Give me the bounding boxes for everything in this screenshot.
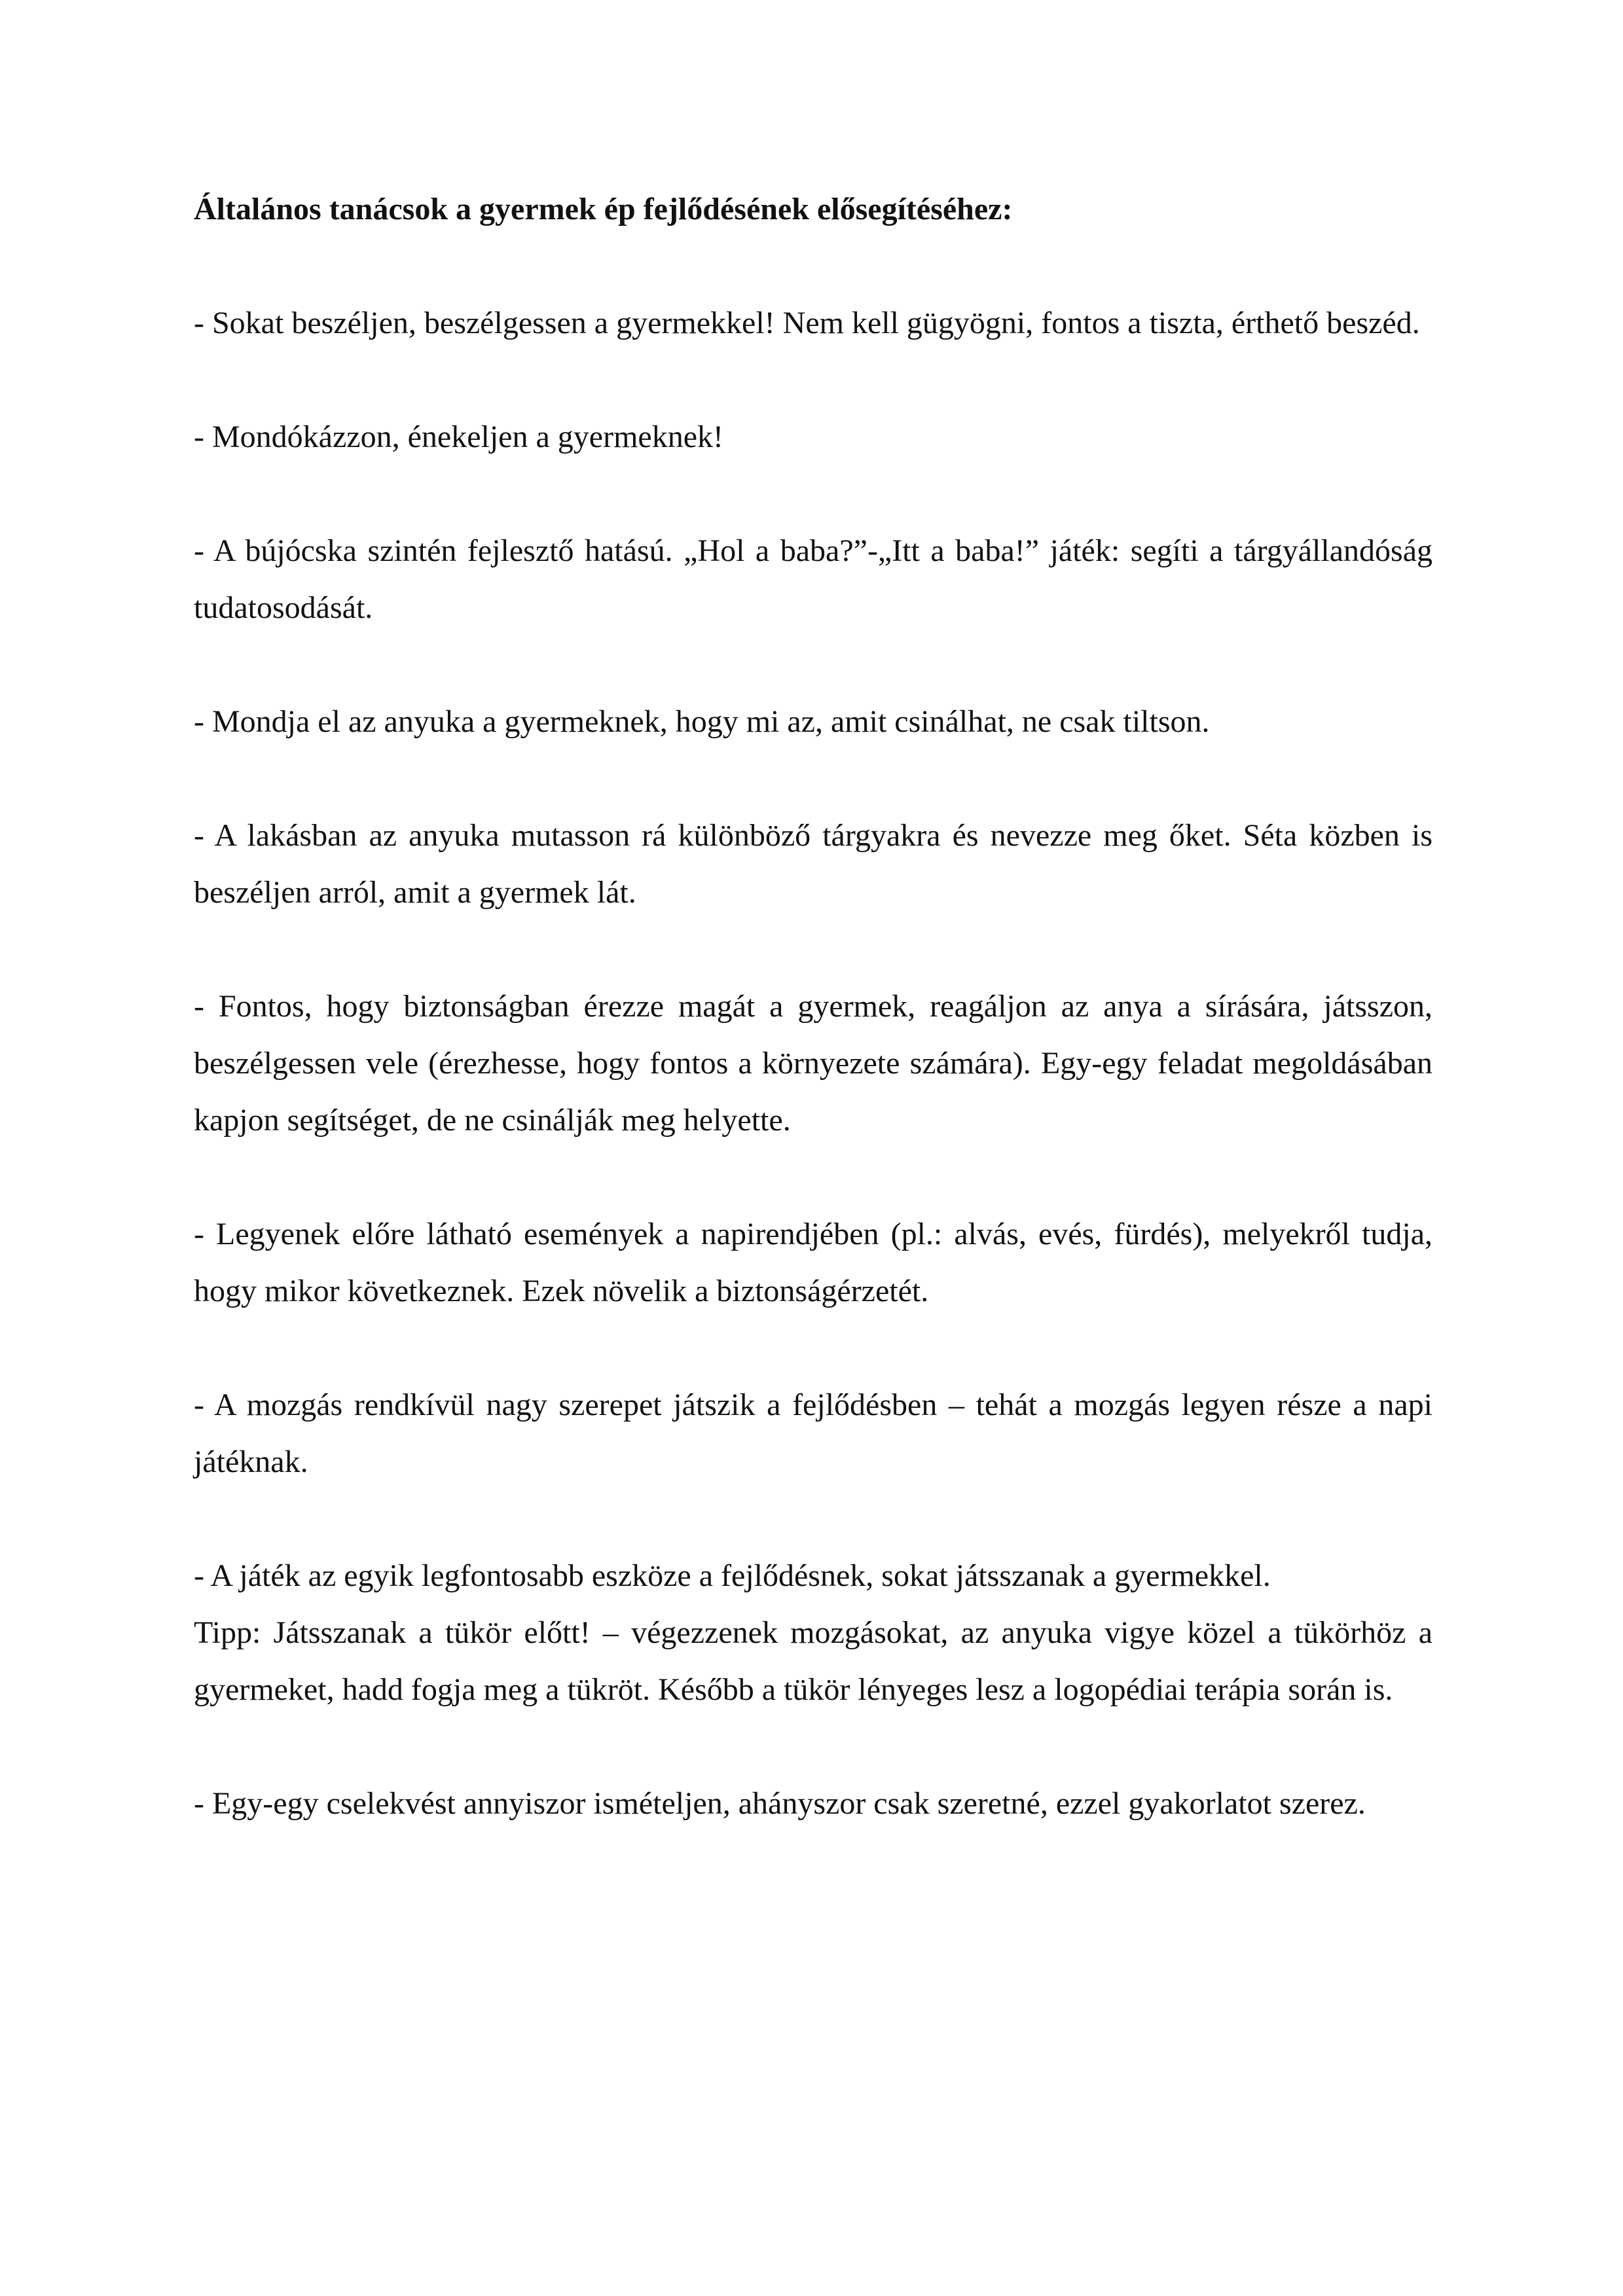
document-heading: Általános tanácsok a gyermek ép fejlődésének elősegítéséhez: xyxy=(194,192,1013,226)
paragraph-routine: - Legyenek előre látható események a napirendjében (pl.: alvás, evés, fürdés), melyekről tudja, hogy mikor következnek. Ezek növelik a biztonságérzetét. xyxy=(194,1217,1432,1308)
paragraph-repetition: - Egy-egy cselekvést annyiszor ismételjen, ahányszor csak szeretné, ezzel gyakorlatot szerez. xyxy=(194,1786,1366,1821)
document-body xyxy=(194,181,1432,1889)
paragraph-rhymes: - Mondókázzon, énekeljen a gyermeknek! xyxy=(194,420,723,454)
paragraph-naming-objects: - A lakásban az anyuka mutasson rá különböző tárgyakra és nevezze meg őket. Séta közben is beszéljen arról, amit a gyermek lát. xyxy=(194,818,1432,910)
paragraph-talk: - Sokat beszéljen, beszélgessen a gyermekkel! Nem kell gügyögni, fontos a tiszta, érthető beszéd. xyxy=(194,306,1420,340)
paragraph-mirror-tip: Tipp: Játsszanak a tükör előtt! – végezzenek mozgásokat, az anyuka vigye közel a tükörhöz a gyermeket, hadd fogja meg a tükröt. Később a tükör lényeges lesz a logopédiai terápia során is. xyxy=(194,1615,1432,1707)
paragraph-security: - Fontos, hogy biztonságban érezze magát a gyermek, reagáljon az anya a sírására, játsszon, beszélgessen vele (érezhesse, hogy fontos a környezete számára). Egy-egy feladat megoldásában kapjon segítséget, de ne csinálják meg helyette. xyxy=(194,989,1432,1138)
paragraph-peekaboo: - A bújócska szintén fejlesztő hatású. „Hol a baba?”-„Itt a baba!” játék: segíti a tárgyállandóság tudatosodását. xyxy=(194,533,1432,625)
paragraph-permissions: - Mondja el az anyuka a gyermeknek, hogy mi az, amit csinálhat, ne csak tiltson. xyxy=(194,704,1210,739)
paragraph-movement: - A mozgás rendkívül nagy szerepet játszik a fejlődésben – tehát a mozgás legyen része a napi játéknak. xyxy=(194,1388,1432,1479)
paragraph-play: - A játék az egyik legfontosabb eszköze a fejlődésnek, sokat játsszanak a gyermekkel. xyxy=(194,1558,1271,1593)
